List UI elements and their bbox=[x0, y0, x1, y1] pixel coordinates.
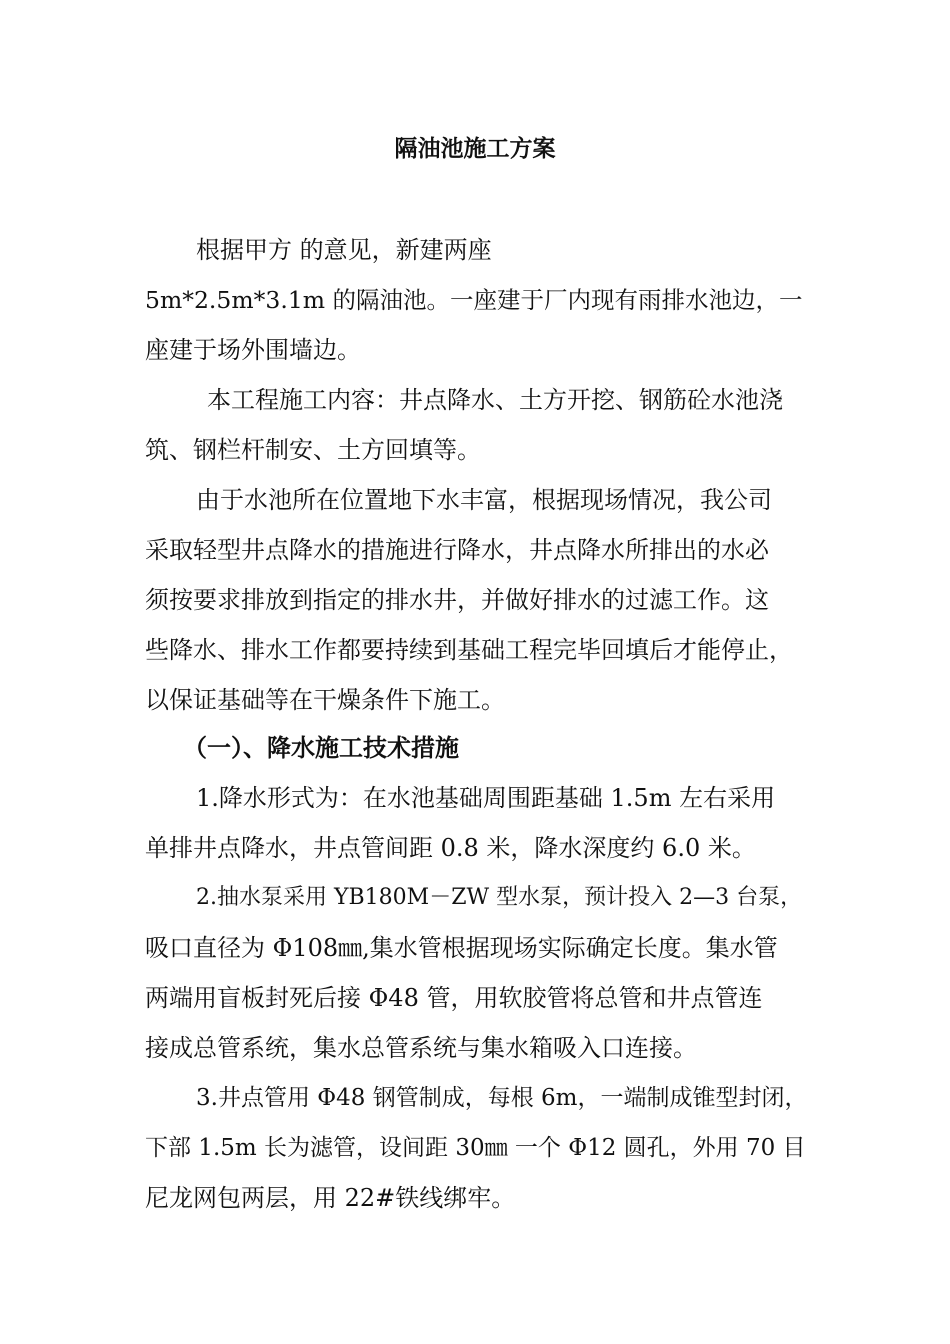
item-2-line-2: 吸口直径为 Φ108㎜,集水管根据现场实际确定长度。集水管 bbox=[145, 934, 778, 962]
paragraph-2-line-2: 筑、钢栏杆制安、土方回填等。 bbox=[145, 436, 481, 464]
paragraph-3-line-4: 些降水、排水工作都要持续到基础工程完毕回填后才能停止， bbox=[145, 636, 793, 664]
item-2-line-4: 接成总管系统，集水总管系统与集水箱吸入口连接。 bbox=[145, 1034, 697, 1062]
paragraph-2-line-1: 本工程施工内容：井点降水、土方开挖、钢筋砼水池浇 bbox=[207, 386, 783, 414]
item-2-line-1: 2.抽水泵采用 YB180M－ZW 型水泵，预计投入 2—3 台泵， bbox=[196, 885, 803, 910]
item-3-line-3: 尼龙网包两层，用 22#铁线绑牢。 bbox=[145, 1184, 516, 1212]
paragraph-3-line-1: 由于水池所在位置地下水丰富，根据现场情况，我公司 bbox=[196, 486, 772, 514]
item-1-line-1: 1.降水形式为：在水池基础周围距基础 1.5m 左右采用 bbox=[196, 784, 776, 812]
document-title: 隔油池施工方案 bbox=[394, 135, 556, 162]
section-heading-dewatering: （一）、降水施工技术措施 bbox=[183, 733, 459, 762]
item-2-line-3: 两端用盲板封死后接 Φ48 管，用软胶管将总管和井点管连 bbox=[145, 984, 763, 1012]
paragraph-3-line-5: 以保证基础等在干燥条件下施工。 bbox=[145, 686, 505, 714]
paragraph-1-line-3: 座建于场外围墙边。 bbox=[145, 336, 361, 364]
paragraph-3-line-2: 采取轻型井点降水的措施进行降水，井点降水所排出的水必 bbox=[145, 536, 769, 564]
paragraph-1-line-2: 5m*2.5m*3.1m 的隔油池。一座建于厂内现有雨排水池边，一 bbox=[145, 286, 803, 314]
paragraph-1-line-1: 根据甲方 的意见，新建两座 bbox=[196, 236, 492, 264]
paragraph-3-line-3: 须按要求排放到指定的排水井，并做好排水的过滤工作。这 bbox=[145, 586, 769, 614]
item-3-line-1: 3.井点管用 Φ48 钢管制成，每根 6m，一端制成锥型封闭， bbox=[196, 1085, 808, 1111]
item-3-line-2: 下部 1.5m 长为滤管，设间距 30㎜ 一个 Φ12 圆孔，外用 70 目 bbox=[145, 1135, 806, 1161]
item-1-line-2: 单排井点降水，井点管间距 0.8 米，降水深度约 6.0 米。 bbox=[145, 834, 756, 862]
